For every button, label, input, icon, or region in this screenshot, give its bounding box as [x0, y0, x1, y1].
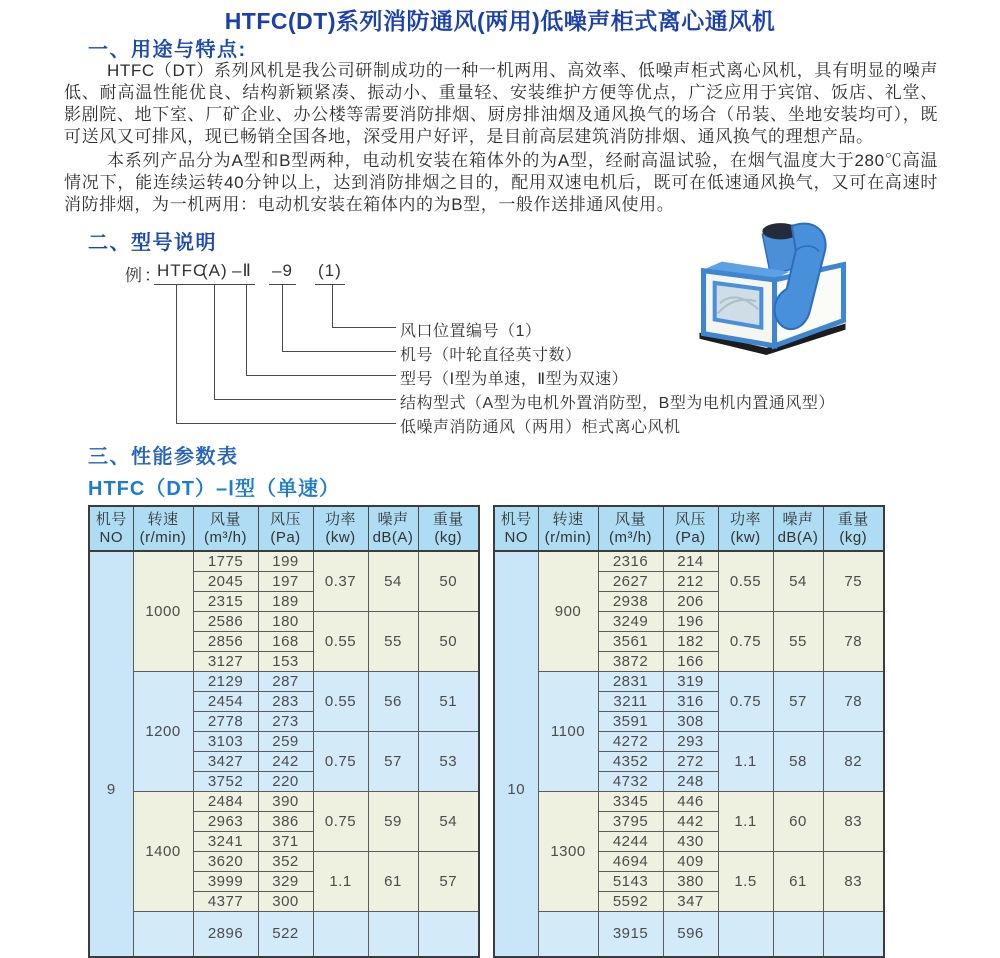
noise-cell [773, 911, 823, 957]
column-header: 风压 (Pa) [663, 506, 718, 551]
speed-cell [133, 911, 193, 957]
power-cell: 1.1 [718, 791, 773, 851]
pressure-cell: 430 [663, 831, 718, 851]
airflow-cell: 4244 [598, 831, 663, 851]
airflow-cell: 2778 [193, 711, 258, 731]
airflow-cell: 3620 [193, 851, 258, 871]
pressure-cell: 352 [258, 851, 313, 871]
performance-table-no10 [493, 505, 885, 958]
pressure-cell: 283 [258, 691, 313, 711]
performance-table-no9 [88, 505, 480, 958]
pressure-cell: 214 [663, 551, 718, 571]
airflow-cell: 2963 [193, 811, 258, 831]
model-token-size: –9 [269, 261, 296, 285]
power-cell: 1.5 [718, 851, 773, 911]
pressure-cell: 308 [663, 711, 718, 731]
airflow-cell: 3872 [598, 651, 663, 671]
airflow-cell: 3999 [193, 871, 258, 891]
power-cell: 0.75 [718, 611, 773, 671]
weight-cell: 75 [823, 551, 884, 611]
noise-cell: 59 [368, 791, 418, 851]
table-row [89, 551, 479, 571]
column-header: 转速 (r/min) [538, 506, 598, 551]
speed-cell [538, 911, 598, 957]
noise-cell: 55 [368, 611, 418, 671]
airflow-cell: 3103 [193, 731, 258, 751]
column-header: 重量 (kg) [823, 506, 884, 551]
usage-paragraph-1: HTFC（DT）系列风机是我公司研制成功的一种一机两用、高效率、低噪声柜式离心风机，具有明显的噪声低、耐高温性能优良、结构新颖紧凑、振动小、重量轻、安装维护方便等优点，广泛应用于宾馆、饭店、礼堂、影剧院、地下室、厂矿企业、办公楼等需要消防排烟、厨房排油烟及通风换气的场合（吊装、坐地安装均可），既可送风又可排风，现已畅销全国各地，深受用户好评，是目前高层建筑消防排烟、通风换气的理想产品。 [64, 61, 938, 146]
pressure-cell: 273 [258, 711, 313, 731]
airflow-cell: 2045 [193, 571, 258, 591]
performance-subtitle: HTFC（DT）–Ⅰ型（单速） [88, 478, 341, 500]
airflow-cell: 2484 [193, 791, 258, 811]
pressure-cell: 347 [663, 891, 718, 911]
airflow-cell: 3241 [193, 831, 258, 851]
airflow-cell: 4732 [598, 771, 663, 791]
pressure-cell: 189 [258, 591, 313, 611]
airflow-cell: 5592 [598, 891, 663, 911]
weight-cell: 82 [823, 731, 884, 791]
power-cell: 0.37 [313, 551, 368, 611]
noise-cell: 58 [773, 731, 823, 791]
speed-cell: 900 [538, 551, 598, 671]
airflow-cell: 2316 [598, 551, 663, 571]
model-section-heading: 二、型号说明 [88, 232, 217, 254]
airflow-cell: 2896 [193, 911, 258, 957]
airflow-cell: 3345 [598, 791, 663, 811]
pressure-cell: 242 [258, 751, 313, 771]
speed-cell: 1300 [538, 791, 598, 911]
page-title: HTFC(DT)系列消防通风(两用)低噪声柜式离心通风机 [224, 8, 776, 34]
pressure-cell: 386 [258, 811, 313, 831]
airflow-cell: 2129 [193, 671, 258, 691]
power-cell: 0.55 [718, 551, 773, 611]
model-token-structure: (A) [199, 261, 231, 285]
column-header: 噪声 dB(A) [773, 506, 823, 551]
model-label-series: 低噪声消防通风（两用）柜式离心风机 [400, 419, 681, 436]
weight-cell: 83 [823, 791, 884, 851]
column-header: 功率 (kw) [718, 506, 773, 551]
airflow-cell: 2315 [193, 591, 258, 611]
power-cell: 1.1 [313, 851, 368, 911]
model-example-label: 例： [125, 266, 163, 285]
power-cell: 0.75 [313, 791, 368, 851]
pressure-cell: 197 [258, 571, 313, 591]
pressure-cell: 596 [663, 911, 718, 957]
pressure-cell: 522 [258, 911, 313, 957]
usage-section-heading: 一、用途与特点: [88, 39, 247, 61]
pressure-cell: 316 [663, 691, 718, 711]
column-header: 噪声 dB(A) [368, 506, 418, 551]
power-cell: 0.75 [718, 671, 773, 731]
pressure-cell: 371 [258, 831, 313, 851]
column-header: 机号 NO [494, 506, 538, 551]
airflow-cell: 2454 [193, 691, 258, 711]
pressure-cell: 168 [258, 631, 313, 651]
column-header: 功率 (kw) [313, 506, 368, 551]
weight-cell: 78 [823, 611, 884, 671]
column-header: 风量 (m³/h) [598, 506, 663, 551]
weight-cell [823, 911, 884, 957]
noise-cell: 57 [368, 731, 418, 791]
weight-cell: 50 [418, 551, 479, 611]
weight-cell: 53 [418, 731, 479, 791]
airflow-cell: 4272 [598, 731, 663, 751]
connector-line-series [176, 285, 396, 424]
weight-cell: 54 [418, 791, 479, 851]
power-cell [313, 911, 368, 957]
weight-cell [418, 911, 479, 957]
pressure-cell: 390 [258, 791, 313, 811]
weight-cell: 51 [418, 671, 479, 731]
table-row [89, 911, 479, 957]
weight-cell: 83 [823, 851, 884, 911]
pressure-cell: 220 [258, 771, 313, 791]
airflow-cell: 3211 [598, 691, 663, 711]
table-row [89, 791, 479, 811]
airflow-cell: 2627 [598, 571, 663, 591]
pressure-cell: 153 [258, 651, 313, 671]
airflow-cell: 3427 [193, 751, 258, 771]
pressure-cell: 442 [663, 811, 718, 831]
noise-cell: 61 [773, 851, 823, 911]
pressure-cell: 300 [258, 891, 313, 911]
table-row [494, 671, 884, 691]
column-header: 机号 NO [89, 506, 133, 551]
speed-cell: 1100 [538, 671, 598, 791]
pressure-cell: 248 [663, 771, 718, 791]
airflow-cell: 3249 [598, 611, 663, 631]
airflow-cell: 3915 [598, 911, 663, 957]
weight-cell: 50 [418, 611, 479, 671]
power-cell: 0.55 [313, 611, 368, 671]
pressure-cell: 166 [663, 651, 718, 671]
power-cell: 0.55 [313, 671, 368, 731]
airflow-cell: 3591 [598, 711, 663, 731]
model-label-type: 型号（Ⅰ型为单速，Ⅱ型为双速） [400, 371, 629, 388]
noise-cell: 60 [773, 791, 823, 851]
column-header: 风压 (Pa) [258, 506, 313, 551]
pressure-cell: 212 [663, 571, 718, 591]
pressure-cell: 329 [258, 871, 313, 891]
model-token-type: –Ⅱ [229, 261, 255, 285]
table-row [494, 551, 884, 571]
noise-cell [368, 911, 418, 957]
weight-cell: 57 [418, 851, 479, 911]
pressure-cell: 287 [258, 671, 313, 691]
pressure-cell: 182 [663, 631, 718, 651]
table-row [494, 911, 884, 957]
noise-cell: 61 [368, 851, 418, 911]
airflow-cell: 3752 [193, 771, 258, 791]
table-row [494, 791, 884, 811]
power-cell [718, 911, 773, 957]
column-header: 风量 (m³/h) [193, 506, 258, 551]
weight-cell: 78 [823, 671, 884, 731]
fan-product-image [693, 216, 851, 358]
airflow-cell: 2831 [598, 671, 663, 691]
pressure-cell: 272 [663, 751, 718, 771]
performance-section-heading: 三、性能参数表 [88, 446, 239, 468]
pressure-cell: 446 [663, 791, 718, 811]
pressure-cell: 319 [663, 671, 718, 691]
airflow-cell: 4377 [193, 891, 258, 911]
model-token-series: HTFC [154, 261, 209, 285]
pressure-cell: 409 [663, 851, 718, 871]
pressure-cell: 206 [663, 591, 718, 611]
pressure-cell: 180 [258, 611, 313, 631]
pressure-cell: 380 [663, 871, 718, 891]
airflow-cell: 2938 [598, 591, 663, 611]
column-header: 转速 (r/min) [133, 506, 193, 551]
airflow-cell: 5143 [598, 871, 663, 891]
model-label-outlet: 风口位置编号（1） [400, 323, 542, 340]
power-cell: 0.75 [313, 731, 368, 791]
noise-cell: 57 [773, 671, 823, 731]
airflow-cell: 2856 [193, 631, 258, 651]
speed-cell: 1000 [133, 551, 193, 671]
usage-paragraph-2: 本系列产品分为A型和B型两种，电动机安装在箱体外的为A型，经耐高温试验，在烟气温度大于280℃高温情况下，能连续运转40分钟以上，达到消防排烟之目的，配用双速电机后，既可在低速通风换气，又可在高速时消防排烟，为一机两用：电动机安装在箱体内的为B型，一般作送排通风使用。 [64, 151, 938, 214]
speed-cell: 1200 [133, 671, 193, 791]
airflow-cell: 3127 [193, 651, 258, 671]
pressure-cell: 199 [258, 551, 313, 571]
airflow-cell: 4352 [598, 751, 663, 771]
airflow-cell: 2586 [193, 611, 258, 631]
noise-cell: 55 [773, 611, 823, 671]
model-label-structure: 结构型式（A型为电机外置消防型，B型为电机内置通风型） [400, 395, 835, 412]
speed-cell: 1400 [133, 791, 193, 911]
model-token-outlet: (1) [315, 261, 345, 285]
airflow-cell: 1775 [193, 551, 258, 571]
noise-cell: 56 [368, 671, 418, 731]
column-header: 重量 (kg) [418, 506, 479, 551]
noise-cell: 54 [773, 551, 823, 611]
fan-number-cell: 10 [494, 551, 538, 957]
noise-cell: 54 [368, 551, 418, 611]
pressure-cell: 259 [258, 731, 313, 751]
power-cell: 1.1 [718, 731, 773, 791]
model-label-size: 机号（叶轮直径英寸数） [400, 347, 582, 364]
fan-number-cell: 9 [89, 551, 133, 957]
airflow-cell: 3561 [598, 631, 663, 651]
pressure-cell: 293 [663, 731, 718, 751]
table-row [89, 671, 479, 691]
airflow-cell: 3795 [598, 811, 663, 831]
pressure-cell: 196 [663, 611, 718, 631]
airflow-cell: 4694 [598, 851, 663, 871]
